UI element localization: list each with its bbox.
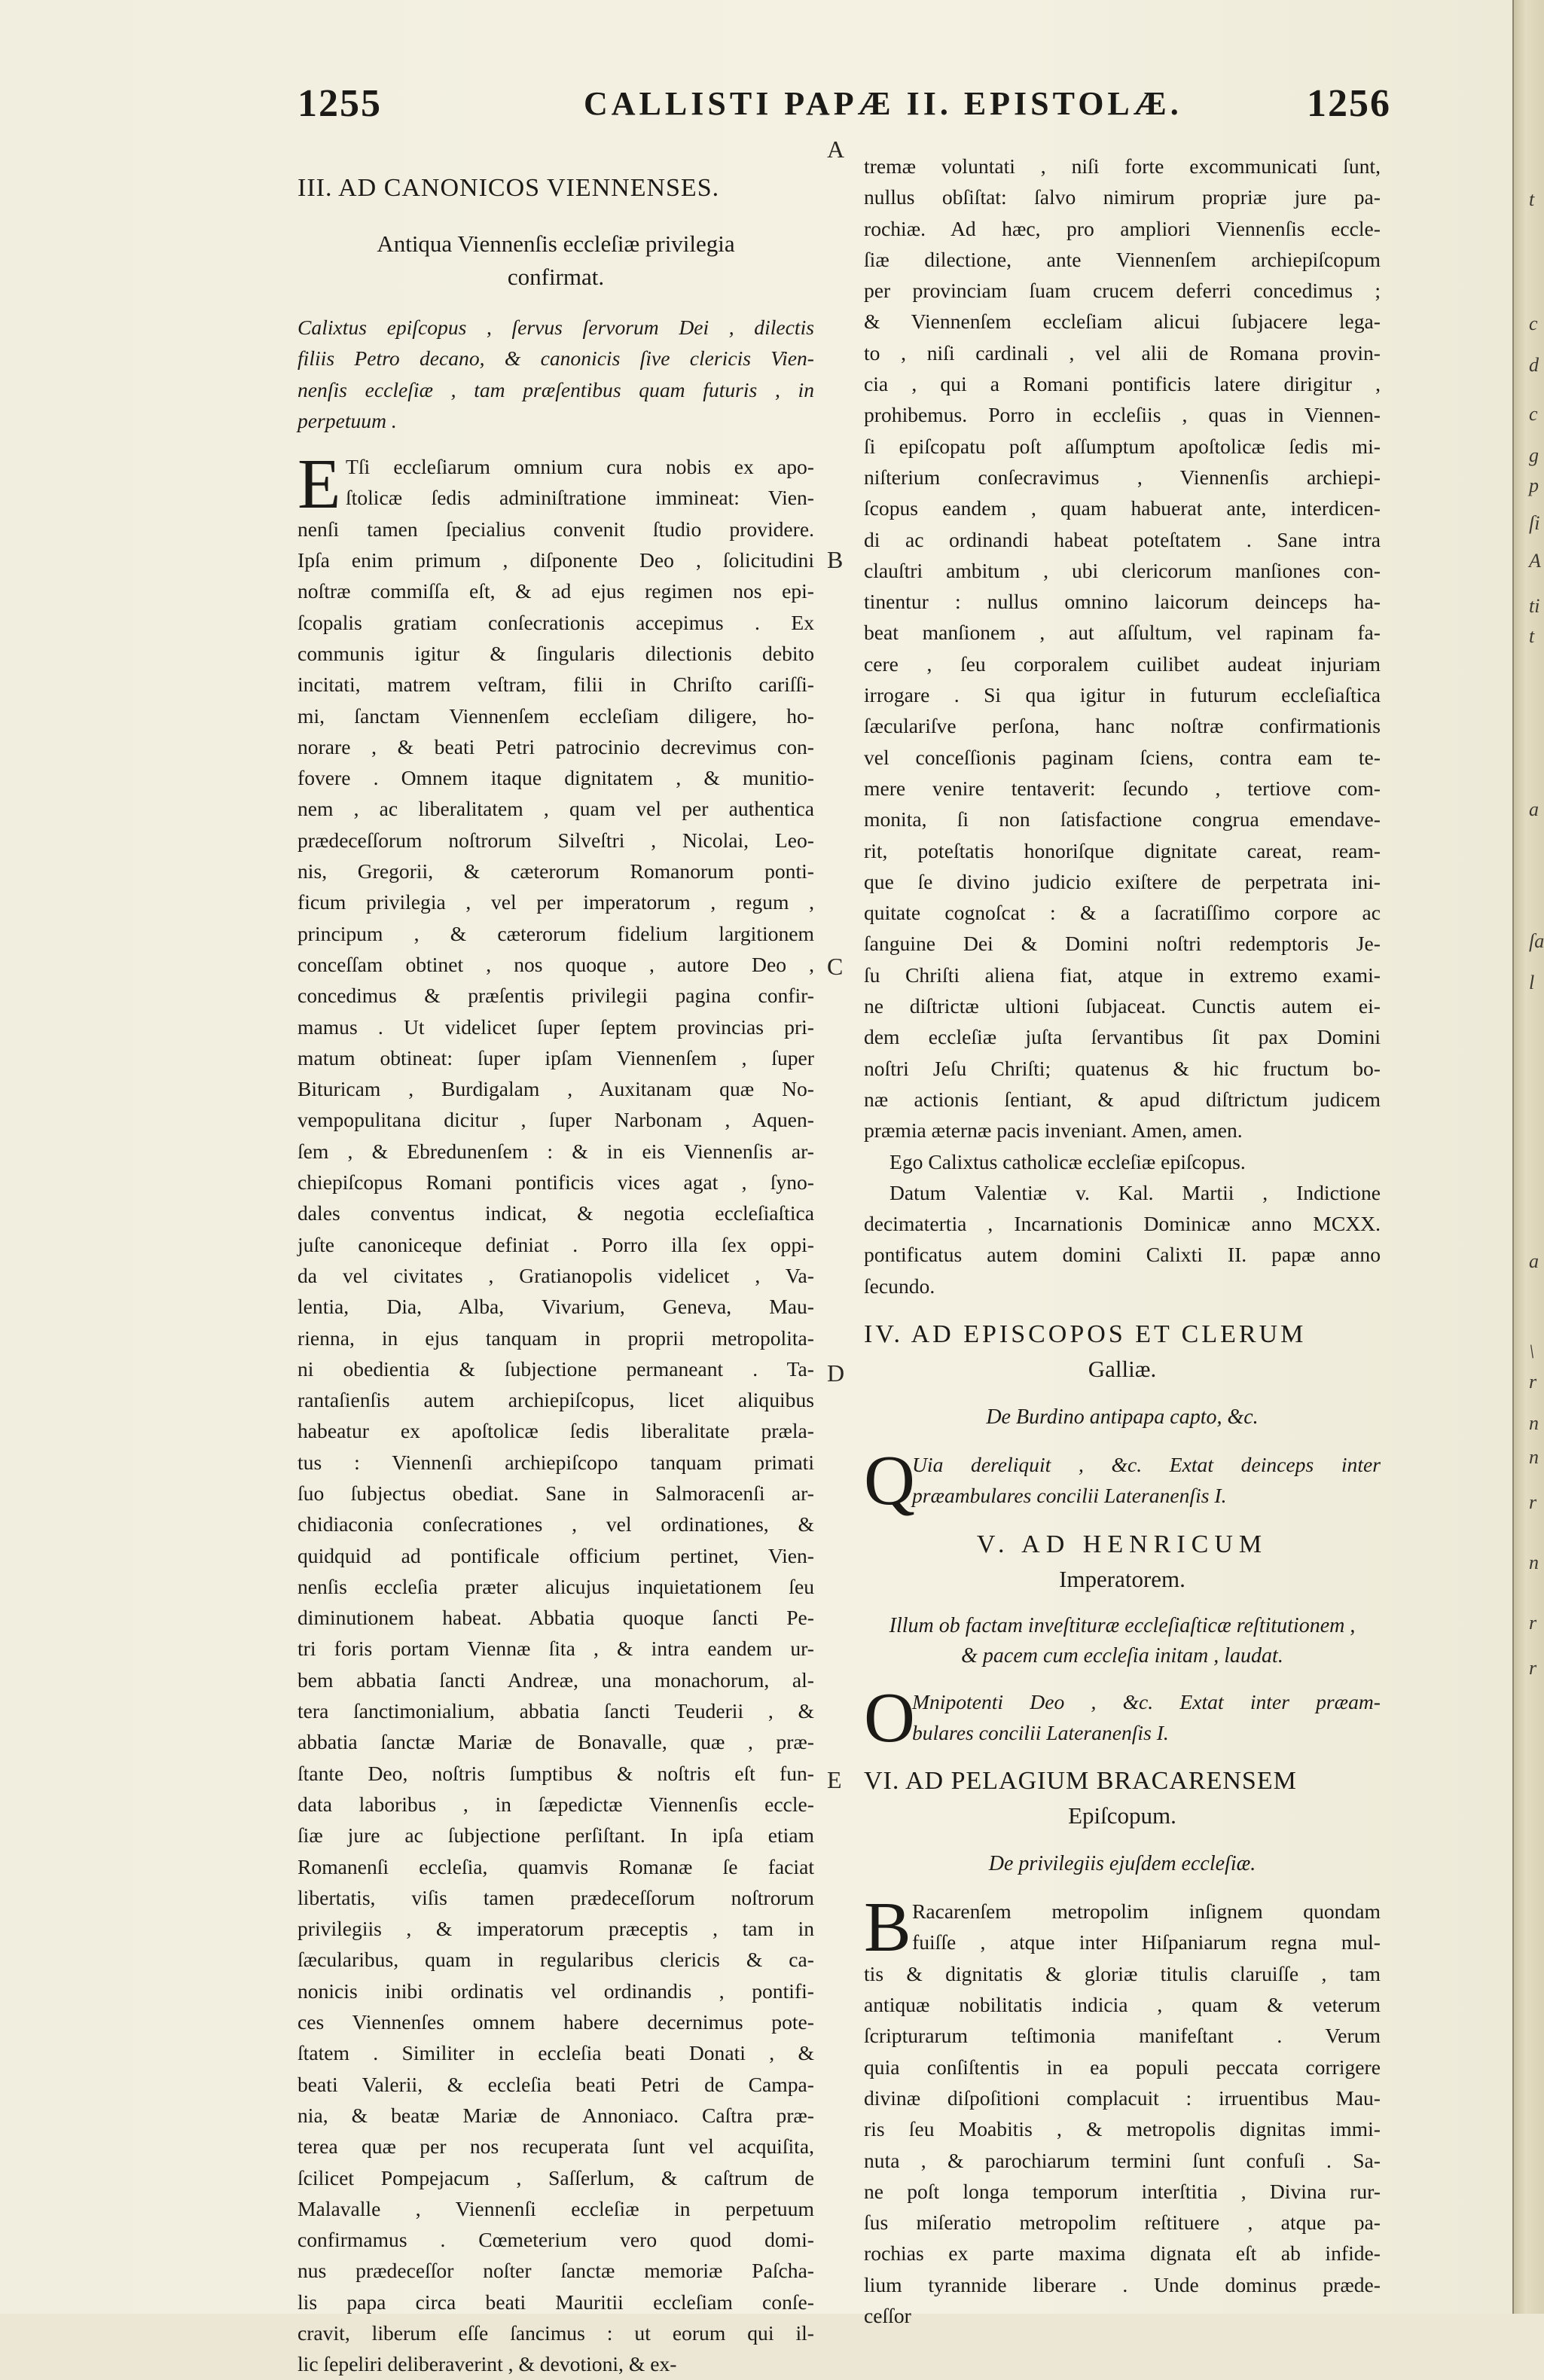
letter-vi-line: antiquæ nobilitatis indicia , quam & veterum [864, 1993, 1381, 2017]
subscription-line: ſecundo. [864, 1274, 935, 1298]
body-line: ſem , & Ebredunenſem : & in eis Viennenſis ar- [298, 1139, 814, 1163]
body-line: & Viennenſem eccleſiam alicui ſubjacere lega- [864, 310, 1381, 334]
page-number-right: 1256 [1307, 82, 1391, 125]
body-line: communis igitur & ſingularis dilectionis debito [298, 641, 814, 665]
letter-vi-text [864, 1888, 1381, 2331]
letter-iii-continuation [864, 151, 1381, 1146]
body-line: cravit, liberum eſſe ſancimus : ut eorum qui il- [298, 2321, 814, 2345]
body-line: quidquid ad pontificale officium pertinet, Vien- [298, 1543, 814, 1567]
salutation-line: nenſis eccleſiæ , tam præſentibus quam futuris , in [298, 377, 814, 401]
body-line: rochiæ. Ad hæc, pro ampliori Viennenſis eccle- [864, 216, 1381, 240]
body-line: tremæ voluntati , niſi forte excommunicati ſunt, [864, 154, 1381, 178]
body-line: chiepiſcopus Romani pontificis vices agat , ſyno- [298, 1170, 814, 1195]
letter-vi-line: rochias ex parte maxima dignata eſt ab infide- [864, 2241, 1381, 2266]
letter-vi-subheading: Epiſcopum. [1068, 1802, 1176, 1829]
letter-vi-heading: VI. AD PELAGIUM BRACARENSEM [864, 1767, 1297, 1796]
subscription-line: pontificatus autem domini Calixti II. papæ anno [864, 1243, 1381, 1267]
page-number-left: 1255 [298, 82, 382, 125]
subscription-line: decimatertia , Incarnationis Dominicæ anno MCXX. [864, 1212, 1381, 1236]
adjacent-page-gutter [1512, 0, 1544, 2314]
letter-vi-line: divinæ diſpoſitioni complacuit : irruentibus Mau- [864, 2086, 1381, 2110]
left-column [298, 151, 814, 2380]
body-line: ſiæ dilectione, ante Viennenſem archiepiſcopum [864, 247, 1381, 271]
body-line: quitate cognoſcat : & a ſacratiſſimo corpore ac [864, 901, 1381, 925]
body-line: monita, ſi non ſatisfactione congrua emendave- [864, 807, 1381, 831]
body-line: nonicis inibi ordinatis vel ordinandis , pontifi- [298, 1979, 814, 2003]
salutation-line: filiis Petro decano, & canonicis ſive clericis Vien- [298, 346, 814, 371]
salutation-line: perpetuum . [298, 408, 397, 432]
body-line: cere , ſeu corporalem cuilibet audeat injuriam [864, 651, 1381, 676]
body-line: ces Viennenſes omnem habere decernimus pote- [298, 2010, 814, 2034]
running-title: CALLISTI PAPÆ II. EPISTOLÆ. [584, 85, 1182, 122]
letter-v-line: bulares concilii Lateranenſis I. [912, 1720, 1169, 1744]
salutation [298, 312, 814, 436]
body-line: mamus . Ut videlicet ſuper ſeptem provincias pri- [298, 1015, 814, 1039]
body-line: rienna, in ejus tanquam in proprii metropolita- [298, 1326, 814, 1350]
body-line: tri foris portam Viennæ ſita , & intra eandem ur- [298, 1637, 814, 1661]
body-line: dales conventus indicat, & negotia eccleſiaſtica [298, 1201, 814, 1225]
body-line: principum , & cæterorum fidelium largitionem [298, 921, 814, 945]
letter-iii-subheading-2: confirmat. [507, 264, 605, 290]
margin-letter-d: D [827, 1359, 845, 1387]
body-line: niſterium conſecravimus , Viennenſis archiepi- [864, 465, 1381, 489]
body-line: que ſe divino judicio exiſtere de perpetrata ini- [864, 869, 1381, 893]
body-line: Romanenſi eccleſia, quamvis Romanæ ſe faciat [298, 1854, 814, 1878]
body-line: rantaſienſis autem archiepiſcopus, licet aliquibus [298, 1388, 814, 1412]
body-line: ſæculariſve perſona, hanc noſtræ confirmationis [864, 714, 1381, 738]
letter-iii-body [298, 445, 814, 2379]
body-line: beati Valerii, & eccleſia beati Petri de Campa- [298, 2072, 814, 2096]
body-line: prohibemus. Porro in eccleſiis , quas in Viennen- [864, 403, 1381, 427]
margin-letter-b: B [827, 546, 844, 573]
body-line: juſte canoniceque definiat . Porro illa ſex oppi- [298, 1232, 814, 1256]
body-line: abbatia ſanctæ Mariæ de Bonavalle, quæ , præ- [298, 1730, 814, 1754]
letter-v-text [864, 1678, 1381, 1757]
letter-vi-line: ceſſor [864, 2304, 911, 2328]
gutter-glyph: r [1529, 1491, 1537, 1513]
body-line: næ actionis ſentiant, & apud diſtrictum judicem [864, 1087, 1381, 1111]
body-line: data laboribus , in ſæpedictæ Viennenſis eccle- [298, 1792, 814, 1816]
gutter-glyph: r [1529, 1612, 1537, 1634]
gutter-glyph: p [1529, 474, 1539, 496]
body-line: matum obtineat: ſuper ipſam Viennenſem , ſuper [298, 1045, 814, 1069]
body-line: ſuo ſubjectus obediat. Sane in Salmoracenſi ar- [298, 1481, 814, 1505]
gutter-glyph: c [1529, 403, 1538, 425]
letter-vi-line: ris ſeu Moabitis , & metropolis dignitas immi- [864, 2117, 1381, 2141]
body-line: Bituricam , Burdigalam , Auxitanam quæ No- [298, 1077, 814, 1101]
gutter-glyph: c [1529, 313, 1538, 334]
body-line: vempopulitana dicitur , ſuper Narbonam , Aquen- [298, 1108, 814, 1132]
margin-letter-e: E [827, 1766, 842, 1793]
gutter-glyph: g [1529, 444, 1539, 466]
body-line: libertatis, viſis tamen prædeceſſorum noſtrorum [298, 1885, 814, 1909]
letter-v-summary-2: & pacem cum eccleſia initam , laudat. [961, 1643, 1283, 1668]
body-line: ſtante Deo, noſtris ſumptibus & noſtris eſt fun- [298, 1761, 814, 1785]
gutter-glyph: ti [1529, 595, 1540, 617]
page-header [0, 81, 1512, 134]
letter-vi-line: fuiſſe , atque inter Hiſpaniarum regna mul- [912, 1930, 1381, 1954]
body-line: ſanguine Dei & Domini noſtri redemptoris Je- [864, 932, 1381, 956]
body-line: ſcopus eandem , quam habuerat ante, interdicen- [864, 496, 1381, 520]
gutter-glyph: l [1529, 972, 1535, 993]
body-line: clauſtri ambitum , ubi clericorum manſiones con- [864, 558, 1381, 582]
letter-vi-line: ſus miſeratio metropolim reſtituere , atque pa- [864, 2211, 1381, 2235]
margin-letter-c: C [827, 953, 844, 980]
body-line: vel conceſſionis paginam ſciens, contra eam te- [864, 745, 1381, 769]
letter-iv-line: præambulares concilii Lateranenſis I. [912, 1484, 1227, 1508]
body-line: ſu Chriſti aliena fiat, atque in extremo exami- [864, 963, 1381, 987]
letter-vi-summary: De privilegiis ejuſdem eccleſiæ. [988, 1852, 1256, 1876]
dropcap-o: O [864, 1678, 915, 1757]
body-line: bem abbatia ſancti Andreæ, una monachorum, al- [298, 1668, 814, 1692]
body-line: habeatur ex apoſtolicæ ſedis liberalitate præla- [298, 1419, 814, 1443]
letter-iii-heading: III. AD CANONICOS VIENNENSES. [298, 174, 720, 202]
gutter-glyph: r [1529, 1371, 1537, 1393]
body-line: ſcilicet Pompejacum , Saſſerlum, & caſtrum de [298, 2165, 814, 2189]
body-line: chidiaconia conſecrationes , vel ordinationes, & [298, 1512, 814, 1536]
letter-vi-line: ne poſt longa temporum interſtitia , Divina rur- [864, 2179, 1381, 2203]
letter-v-summary-1: Illum ob factam inveſtituræ eccleſiaſticæ reſtitutionem , [889, 1613, 1356, 1637]
gutter-glyph: n [1529, 1446, 1539, 1468]
body-line: cia , qui a Romani pontificis latere dirigitur , [864, 372, 1381, 396]
body-line: prædeceſſorum noſtrorum Silveſtri , Nicolai, Leo- [298, 828, 814, 852]
body-line: per provinciam ſuam crucem deferri concedimus ; [864, 279, 1381, 303]
letter-v-subheading: Imperatorem. [1059, 1565, 1185, 1592]
letter-vi-line: nuta , & parochiarum termini ſunt confuſi . Sa- [864, 2148, 1381, 2172]
body-line: rit, poteſtatis honoriſque dignitate careat, ream- [864, 838, 1381, 862]
body-line: Malavalle , Viennenſi eccleſiæ in perpetuum [298, 2196, 814, 2220]
body-line: tus : Viennenſi archiepiſcopo tanquam primati [298, 1450, 814, 1474]
body-line: nenſis eccleſia præter alicujus inquietationem ſeu [298, 1574, 814, 1598]
right-column [864, 151, 1381, 2331]
body-line: tinentur : nullus omnino laicorum deinceps ha- [864, 590, 1381, 614]
margin-letter-a: A [827, 136, 845, 163]
body-line: ſtatem . Similiter in eccleſia beati Donati , & [298, 2041, 814, 2065]
body-line: diminutionem habeat. Abbatia quoque ſancti Pe- [298, 1606, 814, 1630]
body-line: conceſſam obtinet , nos quoque , autore Deo , [298, 952, 814, 976]
gutter-glyph: \ [1529, 1341, 1535, 1362]
body-line: ficum privilegia , vel per imperatorum , regum , [298, 890, 814, 914]
body-line: lis papa circa beati Mauritii eccleſiam conſe- [298, 2290, 814, 2314]
gutter-glyph: n [1529, 1552, 1539, 1573]
letter-v-line: Mnipotenti Deo , &c. Extat inter præam- [912, 1689, 1381, 1713]
body-line: ſæcularibus, quam in regularibus clericis & ca- [298, 1948, 814, 1972]
body-line: di ac ordinandi habeat poteſtatem . Sane intra [864, 527, 1381, 551]
body-line: nia, & beatæ Mariæ de Annoniaco. Caſtra præ- [298, 2103, 814, 2127]
body-line: ni obedientia & ſubjectione permaneant . Ta- [298, 1356, 814, 1381]
body-line: nus prædeceſſor noſter ſanctæ memoriæ Paſcha- [298, 2259, 814, 2283]
subscription-line: Ego Calixtus catholicæ eccleſiæ epiſcopus. [889, 1149, 1246, 1173]
letter-iii-subheading-1: Antiqua Viennenſis eccleſiæ privilegia [377, 230, 735, 257]
letter-iv-summary: De Burdino antipapa capto, &c. [986, 1405, 1259, 1429]
dropcap-e: E [298, 445, 341, 524]
body-line: dem eccleſiæ juſta ſervantibus ſit pax Domini [864, 1025, 1381, 1049]
body-line: privilegiis , & imperatorum præceptis , tam in [298, 1917, 814, 1941]
body-line: Tſi eccleſiarum omnium cura nobis ex apo- [346, 455, 814, 479]
body-line: lic ſepeliri deliberaverint , & devotioni, & ex- [298, 2352, 677, 2376]
body-line: præmia æternæ pacis inveniant. Amen, amen. [864, 1118, 1243, 1143]
body-line: mere venire tentaverit: ſecundo , tertiove com- [864, 776, 1381, 800]
letter-vi-line: lium tyrannide liberare . Unde dominus præde- [864, 2272, 1381, 2296]
dropcap-b: B [864, 1888, 911, 1967]
body-line: lentia, Dia, Alba, Vivarium, Geneva, Mau- [298, 1295, 814, 1319]
letter-iv-heading: IV. AD EPISCOPOS ET CLERUM [864, 1320, 1307, 1348]
gutter-glyph: t [1529, 188, 1535, 210]
salutation-line: Calixtus epiſcopus , ſervus ſervorum Dei , dilectis [298, 316, 814, 339]
letter-vi-line: tis & dignitatis & gloriæ titulis claruiſſe , tam [864, 1961, 1381, 1985]
body-line: irrogare . Si qua igitur in futurum eccleſiaſtica [864, 683, 1381, 707]
body-line: norare , & beati Petri patrocinio decrevimus con- [298, 734, 814, 758]
gutter-glyph: a [1529, 1250, 1539, 1272]
gutter-glyph: t [1529, 625, 1535, 647]
gutter-glyph: A [1529, 550, 1541, 572]
body-line: incitati, matrem veſtram, filii in Chriſto cariſſi- [298, 673, 814, 697]
body-line: nis, Gregorii, & cæterorum Romanorum ponti- [298, 859, 814, 883]
dropcap-q: Q [864, 1441, 915, 1520]
letter-vi-line: Racarenſem metropolim inſignem quondam [912, 1899, 1381, 1924]
body-line: ſcopalis gratiam conſecrationis accepimus . Ex [298, 610, 814, 634]
subscription [864, 1146, 1381, 1301]
body-line: confirmamus . Cœmeterium vero quod domi- [298, 2228, 814, 2252]
body-line: terea quæ per nos recuperata ſunt vel acquiſita, [298, 2134, 814, 2159]
body-line: nenſi tamen ſpecialius convenit ſtudio providere. [298, 517, 814, 541]
gutter-glyph: a [1529, 798, 1539, 820]
letter-iv-text [864, 1441, 1381, 1520]
body-line: noſtræ commiſſa eſt, & ad ejus regimen nos epi- [298, 579, 814, 603]
body-line: concedimus & præſentis privilegii pagina confir- [298, 984, 814, 1008]
gutter-glyph: ſi [1529, 512, 1540, 534]
body-line: beat manſionem , aut aſſultum, vel rapinam fa- [864, 621, 1381, 645]
gutter-glyph: ſa [1529, 930, 1544, 952]
letter-v-heading: V. AD HENRICUM [976, 1530, 1268, 1558]
letter-iv-subheading: Galliæ. [1088, 1355, 1157, 1382]
body-line: mi, ſanctam Viennenſem eccleſiam diligere, ho- [298, 703, 814, 728]
subscription-line: Datum Valentiæ v. Kal. Martii , Indictione [889, 1180, 1381, 1204]
gutter-glyph: n [1529, 1412, 1539, 1434]
gutter-glyph: r [1529, 1657, 1537, 1679]
body-line: nem , ac liberalitatem , quam vel per authentica [298, 797, 814, 821]
body-line: tera ſanctimonialium, abbatia ſancti Teuderii , & [298, 1699, 814, 1723]
gutter-glyph: d [1529, 354, 1539, 376]
body-line: ne diſtrictæ ultioni ſubjaceat. Cunctis autem ei- [864, 994, 1381, 1018]
body-line: ſiæ jure ac ſubjectione perſiſtant. In ipſa etiam [298, 1823, 814, 1848]
body-line: fovere . Omnem itaque dignitatem , & munitio- [298, 766, 814, 790]
body-line: Ipſa enim primum , diſponente Deo , ſolicitudini [298, 548, 814, 572]
body-line: ſi epiſcopatu poſt aſſumptum apoſtolicæ ſedis mi- [864, 434, 1381, 458]
body-line: to , niſi cardinali , vel alii de Romana provin- [864, 340, 1381, 365]
body-line: ſtolicæ ſedis adminiſtratione immineat: Vien- [346, 486, 814, 510]
body-line: noſtri Jeſu Chriſti; quatenus & hic fructum bo- [864, 1056, 1381, 1080]
letter-vi-line: ſcripturarum teſtimonia manifeſtant . Verum [864, 2024, 1381, 2048]
letter-iv-line: Uia dereliquit , &c. Extat deinceps inter [912, 1452, 1381, 1476]
body-line: nullus obſiſtat: ſalvo nimirum propriæ jure pa- [864, 185, 1381, 209]
body-line: da vel civitates , Gratianopolis videlicet , Va- [298, 1263, 814, 1287]
letter-vi-line: quia conſiſtentis in ea populi peccata corrigere [864, 2055, 1381, 2079]
